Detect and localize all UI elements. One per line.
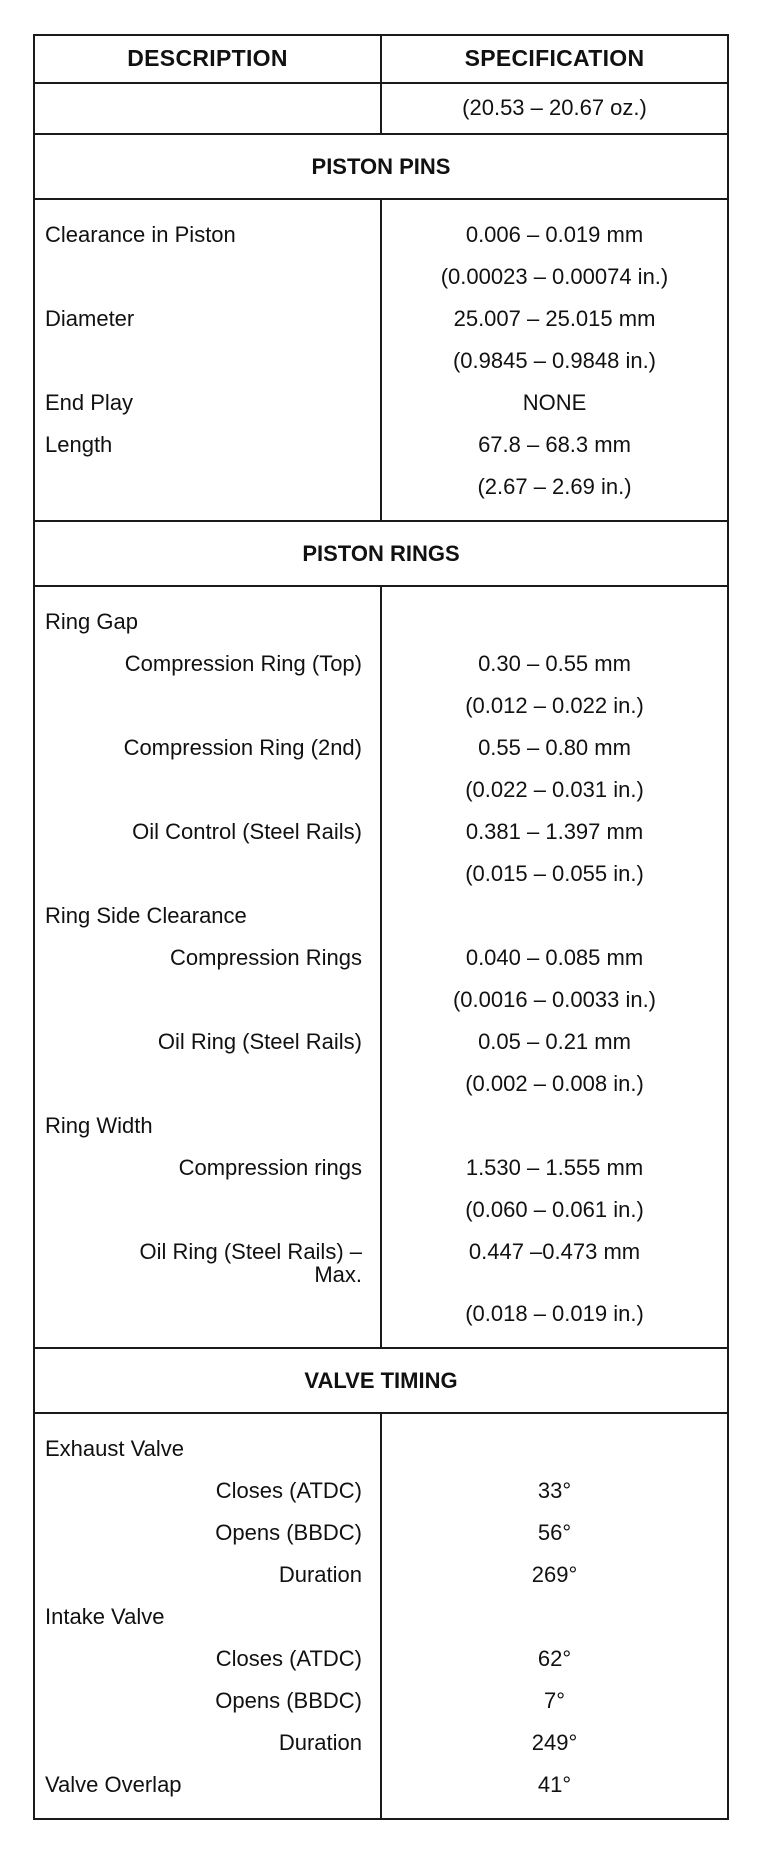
spec-label: Compression Ring (2nd) [123,735,362,760]
spec-value: (0.9845 – 0.9848 in.) [452,348,657,373]
spec-value: 0.05 – 0.21 mm [478,1029,631,1054]
spec-label: Exhaust Valve [45,1436,185,1461]
spec-value: (0.022 – 0.031 in.) [465,777,644,802]
section-title: VALVE TIMING [304,1367,458,1393]
spec-label [35,1063,380,1105]
specification-column [382,587,727,1347]
spec-label: Oil Ring (Steel Rails) [157,1029,362,1054]
spec-label: Opens (BBDC) [215,1688,362,1713]
spec-label [35,256,380,298]
spec-value: (0.012 – 0.022 in.) [465,693,644,718]
spec-value: 269° [531,1562,578,1587]
spec-value: 0.447 –0.473 mm [468,1239,641,1264]
spec-value: 249° [531,1730,578,1755]
spec-label: Opens (BBDC) [215,1520,362,1545]
spec-label: End Play [45,390,134,415]
spec-value: 25.007 – 25.015 mm [453,306,656,331]
section-title: PISTON RINGS [302,540,460,566]
spec-value: 7° [543,1688,566,1713]
spec-label [35,1293,380,1335]
spec-value [382,1265,727,1293]
spec-label: Duration [278,1562,362,1587]
spec-label [35,979,380,1021]
spec-value: 1.530 – 1.555 mm [465,1155,644,1180]
specification-column [382,1414,727,1818]
spec-label: Compression Rings [170,945,362,970]
spec-label: Compression Ring (Top) [124,651,362,676]
spec-value [382,1105,727,1147]
specification-column-header: SPECIFICATION [464,45,645,72]
spec-value: 0.381 – 1.397 mm [465,819,644,844]
spec-label [35,340,380,382]
spec-label: Duration [278,1730,362,1755]
spec-value: (0.060 – 0.061 in.) [465,1197,644,1222]
spec-label: Valve Overlap [45,1772,182,1797]
description-column-header: DESCRIPTION [35,36,382,82]
spec-value: (0.0016 – 0.0033 in.) [452,987,657,1012]
spec-label: Closes (ATDC) [215,1478,362,1503]
spec-value: 0.040 – 0.085 mm [465,945,644,970]
description-column [35,200,382,520]
section-body-piston-rings [35,587,727,1349]
continuation-value: (20.53 – 20.67 oz.) [462,95,647,121]
spec-value: 67.8 – 68.3 mm [478,432,631,457]
continuation-description-cell [35,84,382,133]
spec-value [382,1428,727,1470]
spec-label: Clearance in Piston [45,222,236,247]
spec-label: Ring Width [45,1113,153,1138]
spec-value: 62° [537,1646,572,1671]
section-body-piston-pins [35,200,727,522]
spec-label: Diameter [45,306,135,331]
spec-label [35,1189,380,1231]
spec-value: 56° [537,1520,572,1545]
continuation-row [35,84,727,135]
spec-label [35,466,380,508]
spec-label: Compression rings [178,1155,362,1180]
spec-label: Closes (ATDC) [215,1646,362,1671]
section-header-piston-rings [35,522,727,587]
spec-label: Oil Ring (Steel Rails) – [139,1239,362,1264]
spec-value: (0.002 – 0.008 in.) [465,1071,644,1096]
specification-table [33,34,729,1820]
spec-label [35,853,380,895]
spec-label [35,769,380,811]
spec-value [382,895,727,937]
section-header-valve-timing [35,1349,727,1414]
section-title: PISTON PINS [311,153,451,179]
spec-value: 0.55 – 0.80 mm [478,735,631,760]
spec-value: NONE [522,390,587,415]
spec-label: Ring Gap [45,609,138,634]
spec-label: Ring Side Clearance [45,903,247,928]
spec-value: (2.67 – 2.69 in.) [477,474,632,499]
spec-label: Length [45,432,113,457]
spec-value: (0.00023 – 0.00074 in.) [440,264,669,289]
spec-label: Max. [314,1262,362,1287]
spec-label [35,685,380,727]
spec-value [382,1596,727,1638]
spec-value: 33° [537,1478,572,1503]
specification-column [382,200,727,520]
spec-value: (0.015 – 0.055 in.) [465,861,644,886]
spec-value: 0.30 – 0.55 mm [478,651,631,676]
description-column [35,1414,382,1818]
spec-label: Oil Control (Steel Rails) [132,819,362,844]
spec-value: 0.006 – 0.019 mm [465,222,644,247]
description-column [35,587,382,1347]
section-body-valve-timing [35,1414,727,1818]
spec-value [382,601,727,643]
table-header-row [35,36,727,84]
section-header-piston-pins [35,135,727,200]
spec-value: 41° [537,1772,572,1797]
spec-label: Intake Valve [45,1604,165,1629]
spec-value: (0.018 – 0.019 in.) [465,1301,644,1326]
